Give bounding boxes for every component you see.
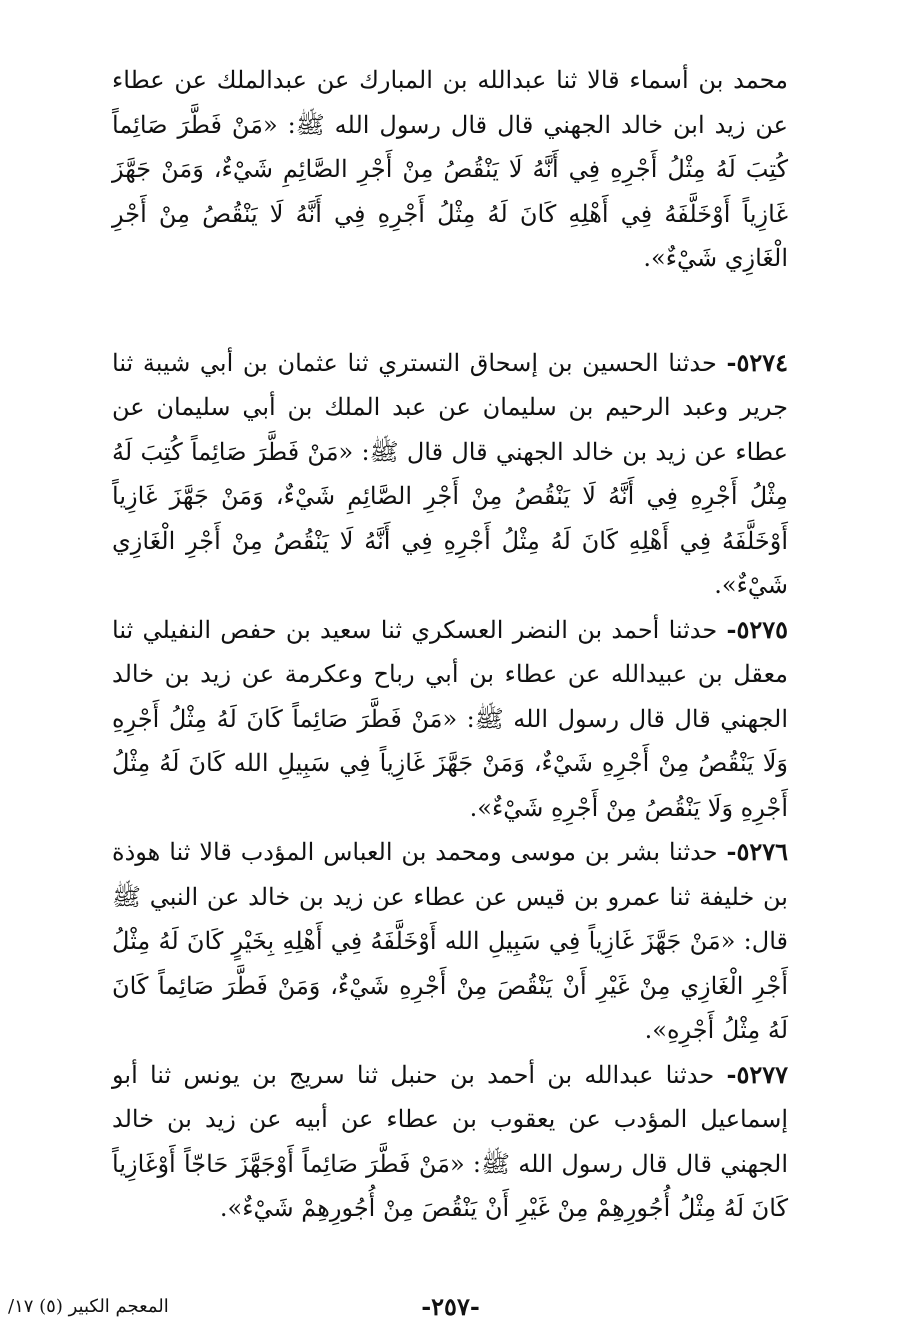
hadith-number: ٥٢٧٦- bbox=[726, 837, 788, 866]
hadith-paragraph-5275 bbox=[112, 608, 788, 831]
hadith-paragraph-5274 bbox=[112, 341, 788, 608]
hadith-number: ٥٢٧٥- bbox=[726, 614, 788, 644]
page-footer bbox=[0, 1288, 901, 1328]
hadith-text-block bbox=[112, 58, 788, 1231]
hadith-text: محمد بن أسماء قالا ثنا عبدالله بن المبارك عن عبدالملك عن عطاء عن زيد ابن خالد الجهني قال قال رسول الله ﷺ: «مَنْ فَطَّرَ صَائِماً كُتِبَ لَهُ مِثْلُ أَجْرِهِ فِي أَنَّهُ لَا يَنْقُصُ مِنْ أَجْرِ الصَّائِمِ شَيْءٌ، وَمَنْ جَهَّزَ غَازِياً أَوْخَلَّفَهُ فِي أَهْلِهِ كَانَ لَهُ مِثْلُ أَجْرِهِ فِي أَنَّهُ لَا يَنْقُصُ مِنْ أَجْرِ الْغَازِي شَيْءٌ». bbox=[112, 66, 788, 272]
hadith-text: حدثنا بشر بن موسى ومحمد بن العباس المؤدب قالا ثنا هوذة بن خليفة ثنا عمرو بن قيس عن عطاء عن زيد بن خالد عن النبي ﷺ قال: «مَنْ جَهَّزَ غَازِياً فِي سَبِيلِ الله أَوْخَلَّفَهُ فِي أَهْلِهِ بِخَيْرٍ كَانَ لَهُ مِثْلُ أَجْرِ الْغَازِي مِنْ غَيْرِ أَنْ يَنْقُصَ مِنْ أَجْرِهِ شَيْءٌ، وَمَنْ فَطَّرَ صَائِماً كَانَ لَهُ مِثْلُ أَجْرِهِ». bbox=[112, 838, 788, 1044]
hadith-text: حدثنا الحسين بن إسحاق التستري ثنا عثمان بن أبي شيبة ثنا جرير وعبد الرحيم بن سليمان عن عبد الملك بن أبي سليمان عن عطاء عن زيد بن خالد الجهني قال قال ﷺ: «مَنْ فَطَّرَ صَائِماً كُتِبَ لَهُ مِثْلُ أَجْرِهِ فِي أَنَّهُ لَا يَنْقُصُ مِنْ أَجْرِ الصَّائِمِ شَيْءٌ، وَمَنْ جَهَّزَ غَازِياً أَوْخَلَّفَهُ فِي أَهْلِهِ كَانَ لَهُ مِثْلُ أَجْرِهِ فِي أَنَّهُ لَا يَنْقُصُ مِنْ أَجْرِ الْغَازِي شَيْءٌ». bbox=[112, 348, 788, 599]
hadith-number: ٥٢٧٧- bbox=[726, 1059, 788, 1089]
hadith-text: حدثنا عبدالله بن أحمد بن حنبل ثنا سريج بن يونس ثنا أبو إسماعيل المؤدب عن يعقوب بن عطاء عن أبيه عن زيد بن خالد الجهني قال قال رسول الله ﷺ: «مَنْ فَطَّرَ صَائِماً أَوْجَهَّزَ حَاجّاً أَوْغَازِياً كَانَ لَهُ مِثْلُ أُجُورِهِمْ مِنْ غَيْرِ أَنْ يَنْقُصَ مِنْ أُجُورِهِمْ شَيْءٌ». bbox=[112, 1060, 788, 1222]
hadith-number: ٥٢٧٤- bbox=[726, 347, 788, 377]
book-title: المعجم الكبير (٥) ١٧/ bbox=[8, 1296, 169, 1317]
hadith-paragraph-5277 bbox=[112, 1053, 788, 1231]
hadith-paragraph-continuation bbox=[112, 58, 788, 281]
hadith-paragraph-5276 bbox=[112, 830, 788, 1053]
hadith-text: حدثنا أحمد بن النضر العسكري ثنا سعيد بن حفص النفيلي ثنا معقل بن عبيدالله عن عطاء بن أبي رباح وعكرمة عن زيد بن خالد الجهني قال قال رسول الله ﷺ: «مَنْ فَطَّرَ صَائِماً كَانَ لَهُ مِثْلُ أَجْرِهِ وَلَا يَنْقُصُ مِنْ أَجْرِهِ شَيْءٌ، وَمَنْ جَهَّزَ غَازِياً فِي سَبِيلِ الله كَانَ لَهُ مِثْلُ أَجْرِهِ وَلَا يَنْقُصُ مِنْ أَجْرِهِ شَيْءٌ». bbox=[112, 615, 788, 822]
page-number: -٢٥٧- bbox=[421, 1292, 480, 1321]
